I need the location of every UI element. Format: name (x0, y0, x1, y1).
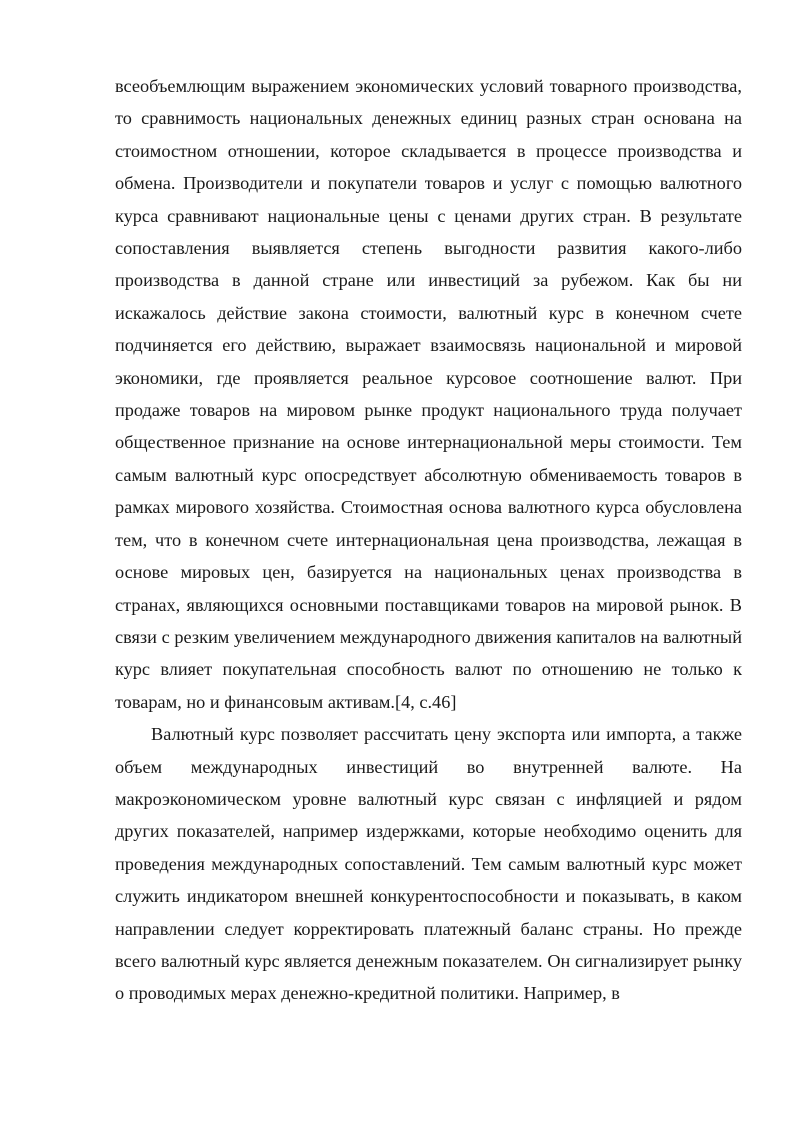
paragraph-2: Валютный курс позволяет рассчитать цену экспорта или импорта, а также объем международных инвестиций во внутренней валюте. На макроэкономическом уровне валютный курс связан с инфляцией и рядом других показателей, например издержками, которые необходимо оценить для проведения международных сопоставлений. Тем самым валютный курс может служить индикатором внешней конкурентоспособности и показывать, в каком направлении следует корректировать платежный баланс страны. Но прежде всего валютный курс является денежным показателем. Он сигнализирует рынку о проводимых мерах денежно-кредитной политики. Например, в (115, 724, 742, 1004)
document-page (115, 70, 742, 1010)
paragraph-1: всеобъемлющим выражением экономических условий товарного производства, то сравнимость национальных денежных единиц разных стран основана на стоимостном отношении, которое складывается в процессе производства и обмена. Производители и покупатели товаров и услуг с помощью валютного курса сравнивают национальные цены с ценами других стран. В результате сопоставления выявляется степень выгодности развития какого-либо производства в данной стране или инвестиций за рубежом. Как бы ни искажалось действие закона стоимости, валютный курс в конечном счете подчиняется его действию, выражает взаимосвязь национальной и мировой экономики, где проявляется реальное курсовое соотношение валют. При продаже товаров на мировом рынке продукт национального труда получает общественное признание на основе интернациональной меры стоимости. Тем самым валютный курс опосредствует абсолютную обмениваемость товаров в рамках мирового хозяйства. Стоимостная основа валютного курса обусловлена тем, что в конечном счете интернациональная цена производства, лежащая в основе мировых цен, базируется на национальных ценах производства в странах, являющихся основными поставщиками товаров на мировой рынок. В связи с резким увеличением международного движения капиталов на валютный курс влияет покупательная способность валют по отношению не только к товарам, но и финансовым активам.[4, с.46] (115, 76, 742, 712)
